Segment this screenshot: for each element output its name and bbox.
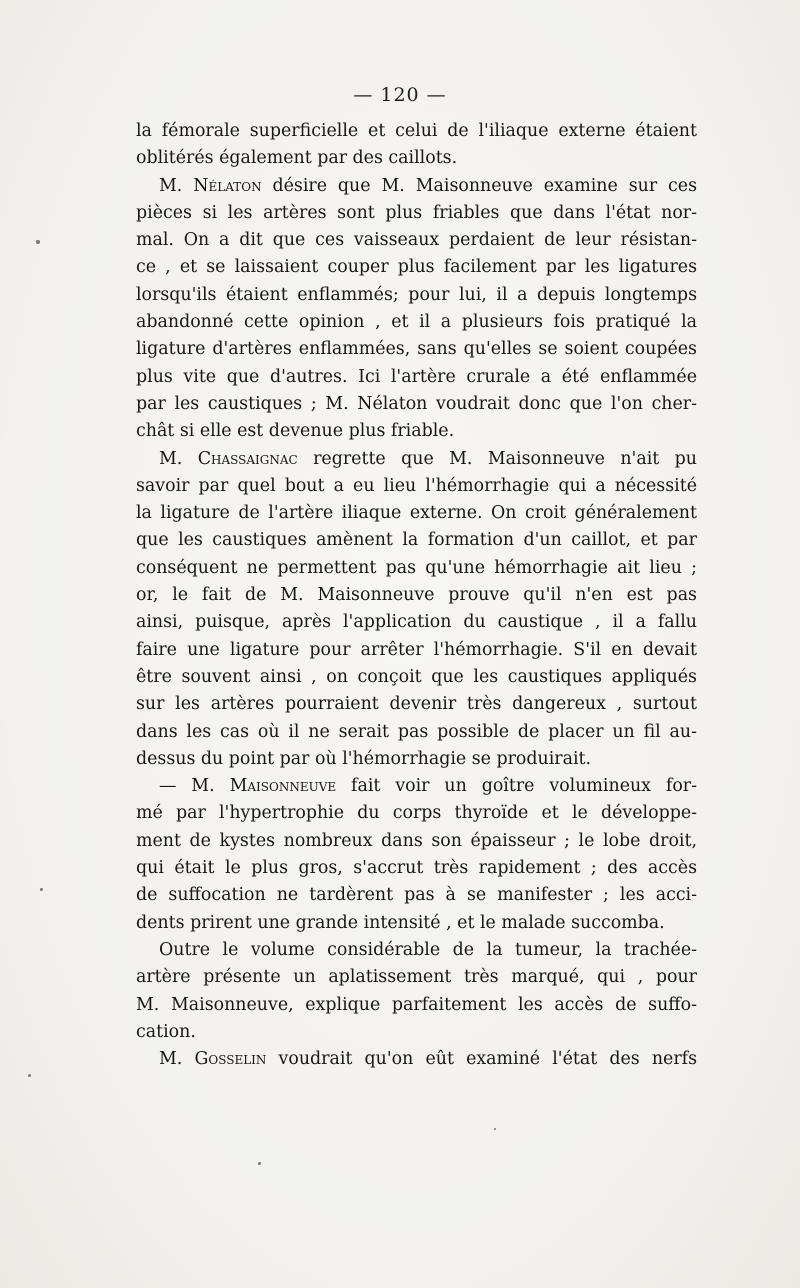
line-text: dessus du point par où l'hémorrhagie se produirait. [136,748,592,769]
text-line [136,200,697,227]
text-line [136,555,697,582]
text-line [136,637,697,664]
text-line [136,855,697,882]
line-text: or, le fait de M. Maisonneuve prouve qu'il n'en est pas [136,585,697,606]
line-text: M. [159,1049,195,1070]
text-line [136,937,697,964]
speaker-name: Maisonneuve [229,776,337,797]
line-text: être souvent ainsi , on conçoit que les caustiques appliqués [136,666,697,687]
line-text: M. Maisonneuve, explique parfaitement les accès de suffo- [136,994,697,1015]
speaker-name: Gosselin [194,1049,267,1070]
line-text: oblitérés également par des caillots. [136,148,458,169]
line-text: M. [159,175,194,196]
line-text: ce , et se laissaient couper plus facilement par les ligatures [136,257,697,278]
text-line [136,173,697,200]
text-line [136,336,697,363]
line-text: par les caustiques ; M. Nélaton voudrait donc que l'on cher- [136,393,697,414]
text-line [136,746,697,773]
text-line [136,500,697,527]
line-text: M. [159,448,198,469]
paper-speck [28,1074,31,1077]
line-text: pièces si les artères sont plus friables que dans l'état nor- [136,202,697,223]
text-line [136,582,697,609]
line-text: cation. [136,1021,196,1042]
line-text: mal. On a dit que ces vaisseaux perdaient de leur résistan- [136,230,697,251]
line-text: — M. [159,776,230,797]
line-text: abandonné cette opinion , et il a plusieurs fois pratiqué la [136,312,697,333]
line-text: lorsqu'ils étaient enflammés; pour lui, il a depuis longtemps [136,284,697,305]
text-line [136,391,697,418]
text-line [136,1046,697,1073]
text-line [136,364,697,391]
line-text: voudrait qu'on eût examiné l'état des nerfs [266,1049,698,1070]
line-text: ainsi, puisque, après l'application du caustique , il a fallu [136,612,697,633]
line-text: qui était le plus gros, s'accrut très rapidement ; des accès [136,858,697,879]
body-text [136,118,697,1073]
speaker-name: Nélaton [193,175,262,196]
line-text: la ligature de l'artère iliaque externe. On croit généralement [136,503,697,524]
line-text: regrette que M. Maisonneuve n'ait pu [297,448,697,469]
line-text: Outre le volume considérable de la tumeur, la trachée- [159,939,697,960]
paper-speck [494,1128,496,1130]
text-line [136,882,697,909]
text-line [136,282,697,309]
text-line [136,664,697,691]
line-text: conséquent ne permettent pas qu'une hémorrhagie ait lieu ; [136,557,697,578]
paper-speck [258,1162,261,1165]
text-line [136,118,697,145]
page-number: — 120 — [353,84,447,106]
line-text: dans les cas où il ne serait pas possible de placer un fil au- [136,721,697,742]
text-line [136,254,697,281]
speaker-name: Chassaignac [197,448,298,469]
line-text: ment de kystes nombreux dans son épaisseur ; le lobe droit, [136,830,697,851]
line-text: savoir par quel bout a eu lieu l'hémorrhagie qui a nécessité [136,475,697,496]
line-text: désire que M. Maisonneuve examine sur ces [261,175,698,196]
text-line [136,227,697,254]
line-text: faire une ligature pour arrêter l'hémorrhagie. S'il en devait [136,639,697,660]
line-text: la fémorale superficielle et celui de l'iliaque externe étaient [136,121,697,141]
text-line [136,446,697,473]
paper-speck [36,240,40,244]
line-text: chât si elle est devenue plus friable. [136,421,455,442]
text-line [136,964,697,991]
text-line [136,828,697,855]
line-text: ligature d'artères enflammées, sans qu'elles se soient coupées [136,339,697,360]
line-text: plus vite que d'autres. Ici l'artère crurale a été enflammée [136,366,697,387]
text-line [136,773,697,800]
text-line [136,910,697,937]
line-text: dents prirent une grande intensité , et le malade succomba. [136,912,665,933]
line-text: que les caustiques amènent la formation d'un caillot, et par [136,530,697,551]
line-text: de suffocation ne tardèrent pas à se manifester ; les acci- [136,885,697,906]
text-line [136,309,697,336]
paper-speck [40,888,43,891]
text-line [136,527,697,554]
text-line [136,1019,697,1046]
text-line [136,800,697,827]
text-line [136,719,697,746]
text-line [136,473,697,500]
line-text: mé par l'hypertrophie du corps thyroïde et le développe- [136,803,697,824]
text-line [136,992,697,1019]
text-line [136,609,697,636]
line-text: sur les artères pourraient devenir très dangereux , surtout [136,694,697,715]
text-line [136,691,697,718]
line-text: artère présente un aplatissement très marqué, qui , pour [136,967,697,988]
text-line [136,418,697,445]
line-text: fait voir un goître volumineux for- [336,776,697,797]
text-line [136,145,697,172]
